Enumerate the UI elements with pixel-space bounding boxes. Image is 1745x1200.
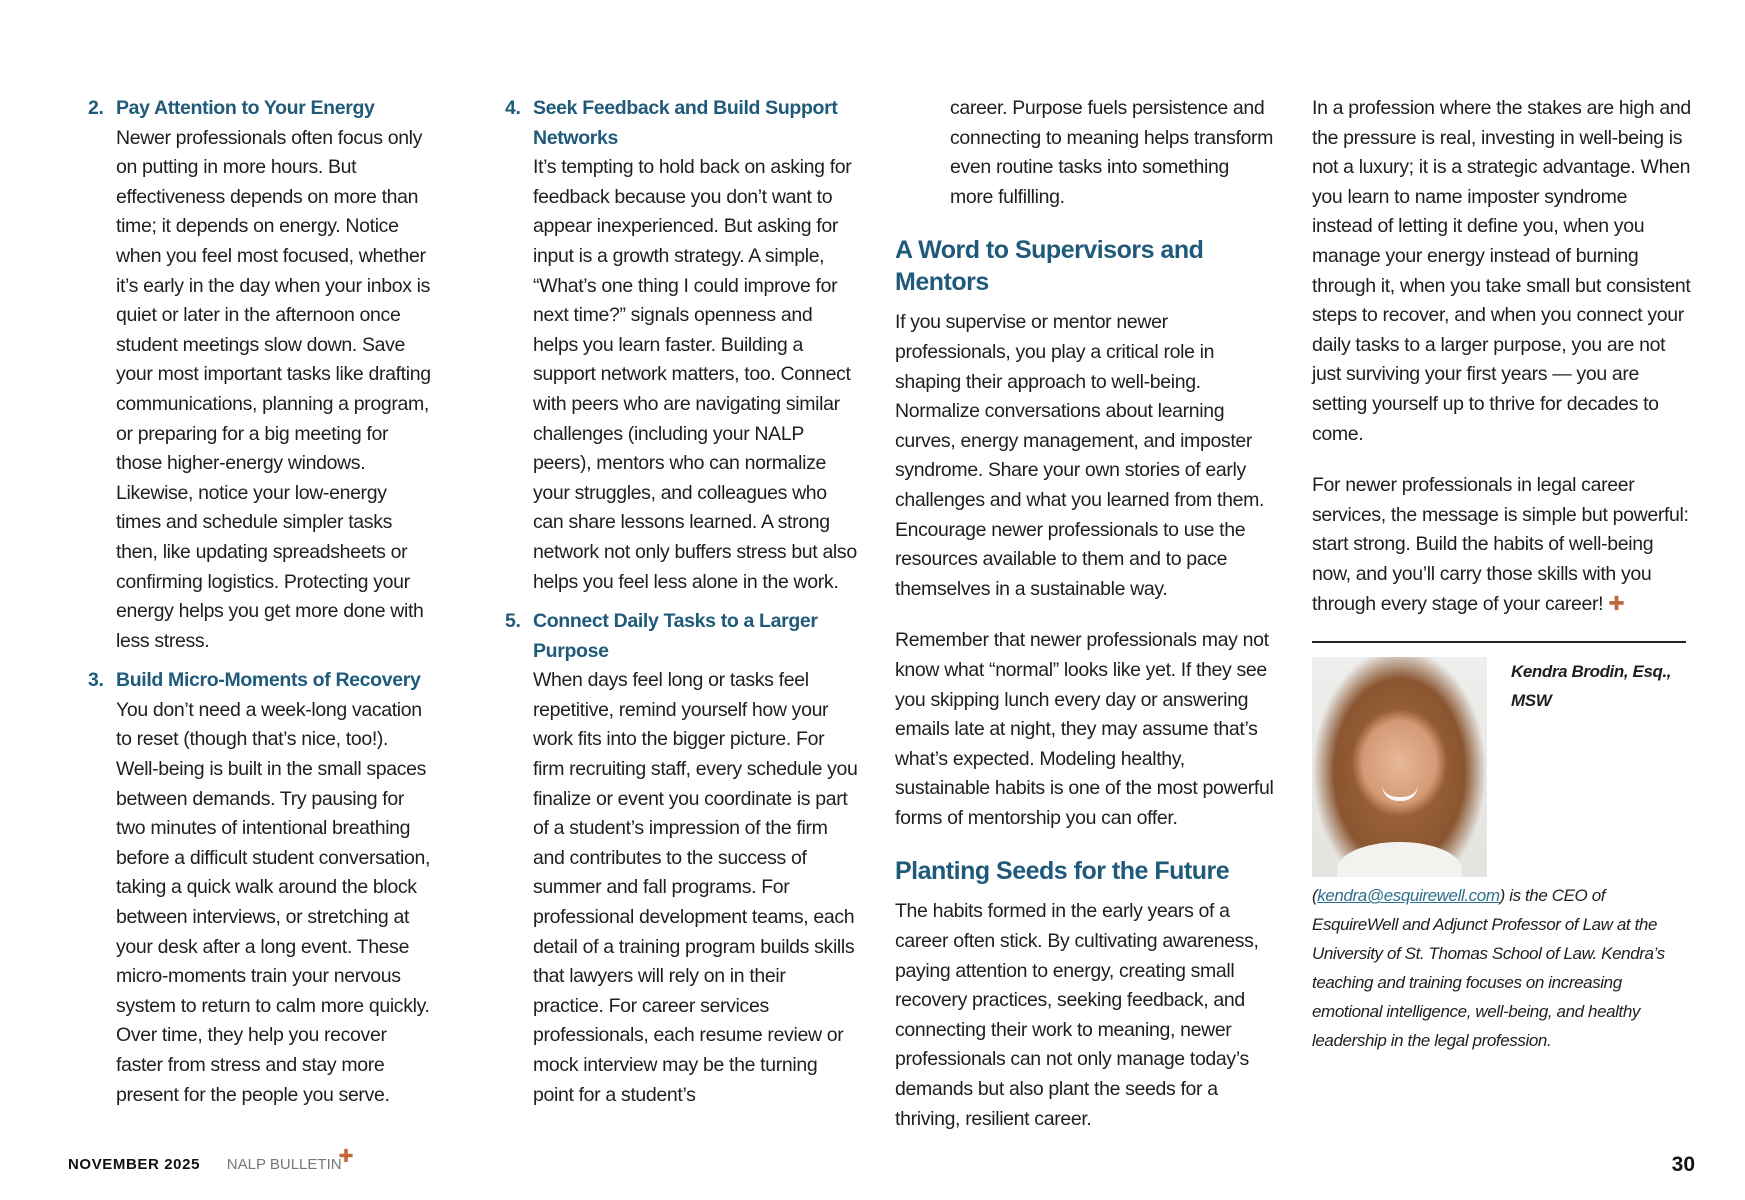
continuation-paragraph: career. Purpose fuels persistence and connecting to meaning helps transform even routine tasks into something more fulfilling.: [950, 97, 1274, 208]
paragraph: In a profession where the stakes are high and the pressure is real, investing in well-being is not a luxury; it is a strategic advantage. When you learn to name imposter syndrome instead of letting it define you, when you manage your energy instead of burning through it, when you take small but consistent steps to recover, and when you connect your daily tasks to a larger purpose, you are not just surviving your first years — you are setting yourself up to thrive for decades to come.: [1312, 97, 1691, 445]
list-item: [505, 94, 860, 597]
author-name: Kendra Brodin, Esq., MSW: [1511, 662, 1672, 711]
list-item-heading: Connect Daily Tasks to a Larger Purpose: [533, 610, 818, 662]
publication-label: NALP BULLETIN: [226, 1156, 342, 1173]
paragraph: Remember that newer professionals may not know what “normal” looks like yet. If they see you skipping lunch every day or answering emails late at night, they may assume that’s what’s expected. Modeling healthy, sustainable habits is one of the most powerful forms of mentorship you can offer.: [895, 629, 1274, 829]
list-item-body: When days feel long or tasks feel repetitive, remind yourself how your work fits into the bigger picture. For firm recruiting staff, every schedule you finalize or event you coordinate is part of a student’s impression of the firm and contributes to the success of summer and fall programs. For professional development teams, each detail of a training program builds skills that lawyers will rely on in their practice. For career services professionals, each resume review or mock interview may be the turning point for a student’s: [533, 669, 858, 1106]
plus-icon: ✚: [338, 1146, 354, 1166]
list-number: 4.: [505, 97, 521, 119]
list-number: 5.: [505, 610, 521, 633]
list-item-body: It’s tempting to hold back on asking for feedback because you don’t want to appear inexperienced. But asking for input is a growth strategy. A simple, “What’s one thing I could improve for next time?” signals openness and helps you learn faster. Building a support network matters, too. Connect with peers who are navigating similar challenges (including your NALP peers), mentors who can normalize your struggles, and colleagues who can share lessons learned. A strong network not only buffers stress but also helps you feel less alone in the work.: [533, 156, 857, 593]
list-number: 3.: [88, 669, 104, 692]
footer-date: NOVEMBER 2025: [68, 1156, 201, 1173]
paragraph: [1312, 471, 1692, 619]
list-item-body: Newer professionals often focus only on putting in more hours. But effectiveness depends on more than time; it depends on energy. Notice when you feel most focused, whether it’s early in the day when your inbox is quiet or later in the afternoon once student meetings slow down. Save your most important tasks like drafting communications, planning a program, or preparing for a big meeting for those higher-energy windows. Likewise, notice your low-energy times and schedule simpler tasks then, like updating spreadsheets or confirming logistics. Protecting your energy helps you get more done with less stress.: [116, 126, 431, 652]
closing-text: For newer professionals in legal career services, the message is simple but powerful: start strong. Build the habits of well-being now, and you’ll carry those skills with you through every stage of your career!: [1312, 474, 1689, 615]
author-email-link[interactable]: kendra@esquirewell.com: [1317, 886, 1500, 906]
author-photo: [1312, 657, 1487, 877]
footer: [68, 1146, 354, 1173]
divider: [1312, 641, 1686, 643]
author-bio: Kendra Brodin, Esq., MSW (kendra@esquirewell.com) is the CEO of EsquireWell and Adjunct Professor of Law at the University of St. Thomas School of Law. Kendra’s teaching and training focuses on increasing emotional intelligence, well-being, and healthy leadership in the legal profession.: [1312, 657, 1692, 1055]
list-item-body: You don’t need a week-long vacation to reset (though that’s nice, too!). Well-being is built in the small spaces between demands. Try pausing for two minutes of intentional breathing before a difficult student conversation, taking a quick walk around the block between interviews, or stretching at your desk after a long event. These micro-moments train your nervous system to return to calm more quickly. Over time, they help you recover faster from stress and stay more present for the people you serve.: [116, 698, 431, 1106]
list-item-heading: Pay Attention to Your Energy: [116, 97, 375, 119]
list-item: [88, 94, 433, 656]
publication-name: [226, 1146, 354, 1173]
paragraph: If you supervise or mentor newer professionals, you play a critical role in shaping their approach to well-being. Normalize conversations about learning curves, energy management, and imposter syndrome. Share your own stories of early challenges and what you learned from them. Encourage newer professionals to use the resources available to them and to pace themselves in a sustainable way.: [895, 311, 1265, 600]
column-2: [505, 94, 860, 1120]
column-1: [88, 94, 433, 1120]
author-bio-text: is the CEO of EsquireWell and Adjunct Professor of Law at the University of St. Thomas School of Law. Kendra’s teaching and training focuses on increasing emotional intelligence, well-being, and healthy leadership in the legal profession.: [1312, 886, 1665, 1051]
list-item-heading: Seek Feedback and Build Support Networks: [533, 97, 838, 149]
end-mark-icon: ✚: [1608, 592, 1625, 615]
section-heading-supervisors: A Word to Supervisors and Mentors: [895, 236, 1204, 297]
list-number: 2.: [88, 97, 104, 119]
column-3: [895, 94, 1275, 1156]
page-number: 30: [1671, 1153, 1695, 1176]
section-heading-future: Planting Seeds for the Future: [895, 857, 1230, 886]
list-item: [88, 666, 433, 1110]
list-item-heading: Build Micro-Moments of Recovery: [116, 669, 421, 692]
list-item: [505, 607, 860, 1110]
column-4: [1312, 94, 1692, 1055]
paragraph: The habits formed in the early years of a career often stick. By cultivating awareness, paying attention to energy, creating small recovery practices, seeking feedback, and connecting their work to meaning, newer professionals can not only manage today’s demands but also plant the seeds for a thriving, resilient career.: [895, 900, 1259, 1130]
